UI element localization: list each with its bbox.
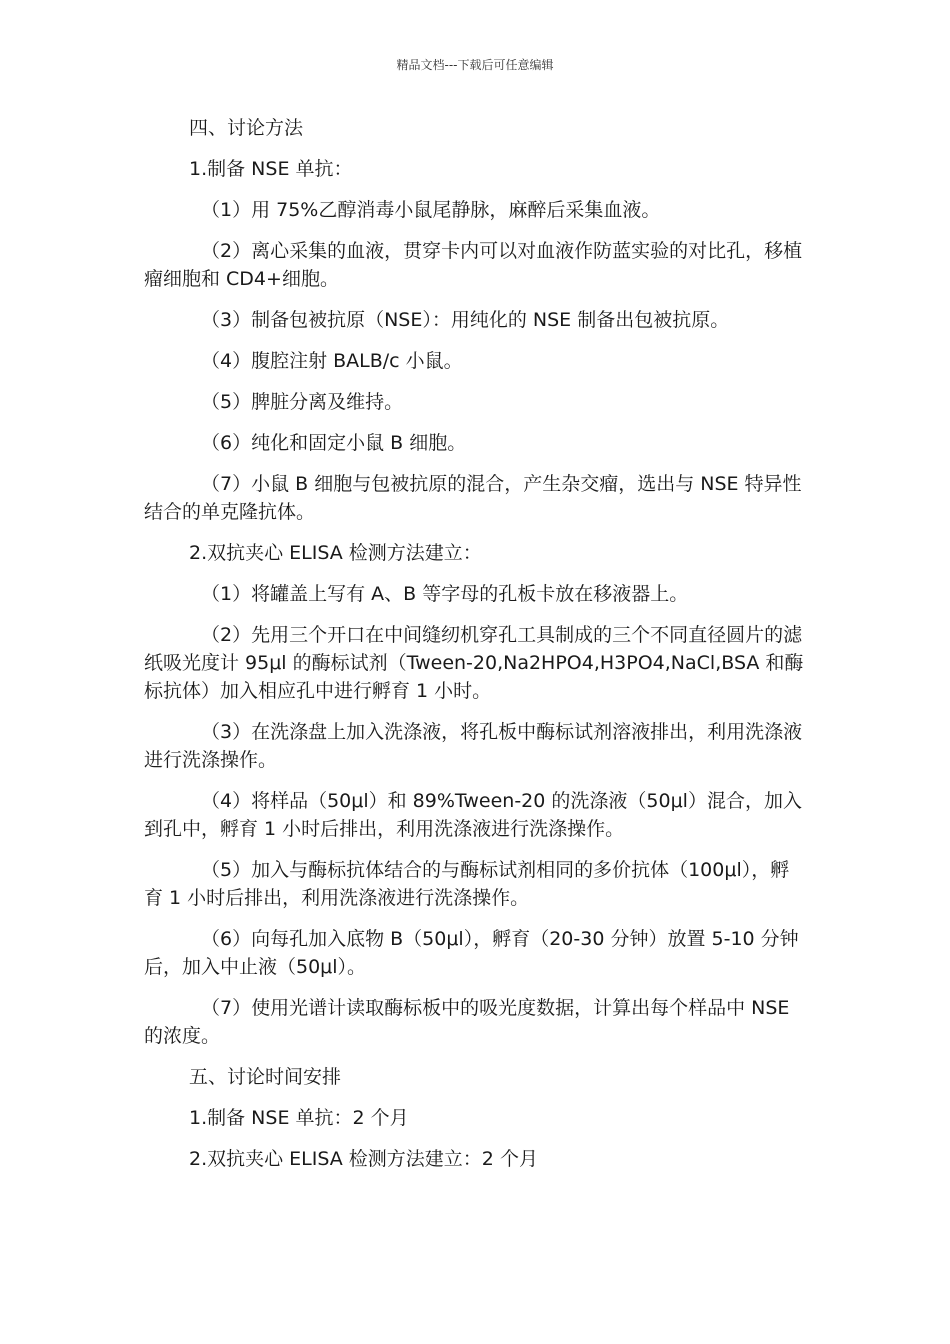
paragraph: （3）制备包被抗原（NSE）：用纯化的 NSE 制备出包被抗原。: [201, 309, 730, 331]
paragraph: （6）纯化和固定小鼠 B 细胞。: [201, 432, 467, 454]
paragraph: （5）脾脏分离及维持。: [201, 391, 404, 413]
paragraph: （4）腹腔注射 BALB/c 小鼠。: [201, 350, 463, 372]
paragraph: （7）使用光谱计读取酶标板中的吸光度数据，计算出每个样品中 NSE 的浓度。: [144, 997, 790, 1047]
subsection-heading: 1.制备 NSE 单抗：: [189, 158, 353, 180]
paragraph: （6）向每孔加入底物 B（50μl），孵育（20-30 分钟）放置 5-10 分钟后，加入中止液（50μl）。: [144, 928, 799, 978]
subsection-heading: 2.双抗夹心 ELISA 检测方法建立：: [189, 542, 482, 564]
paragraph: （2）先用三个开口在中间缝纫机穿孔工具制成的三个不同直径圆片的滤纸吸光度计 95μl 的酶标试剂（Tween-20,Na2HPO4,H3PO4,NaCl,BSA 和酶标抗体）加入相应孔中进行孵育 1 小时。: [144, 624, 804, 702]
paragraph: （1）将罐盖上写有 A、B 等字母的孔板卡放在移液器上。: [201, 583, 689, 605]
paragraph: （5）加入与酶标抗体结合的与酶标试剂相同的多价抗体（100μl），孵育 1 小时后排出，利用洗涤液进行洗涤操作。: [144, 859, 790, 909]
section-heading: 四、讨论方法: [189, 117, 304, 139]
schedule-item: 2.双抗夹心 ELISA 检测方法建立：2 个月: [189, 1148, 538, 1170]
schedule-item: 1.制备 NSE 单抗：2 个月: [189, 1107, 409, 1129]
paragraph: （2）离心采集的血液，贯穿卡内可以对血液作防蓝实验的对比孔，移植瘤细胞和 CD4+细胞。: [144, 240, 803, 290]
page-header: 精品文档---下载后可任意编辑: [396, 58, 554, 72]
paragraph: （7）小鼠 B 细胞与包被抗原的混合，产生杂交瘤，选出与 NSE 特异性结合的单克隆抗体。: [144, 473, 802, 523]
paragraph: （1）用 75%乙醇消毒小鼠尾静脉，麻醉后采集血液。: [201, 199, 661, 221]
document-body: [144, 114, 808, 1186]
section-heading: 五、讨论时间安排: [189, 1066, 342, 1088]
paragraph: （4）将样品（50μl）和 89%Tween-20 的洗涤液（50μl）混合，加入到孔中，孵育 1 小时后排出，利用洗涤液进行洗涤操作。: [144, 790, 802, 840]
paragraph: （3）在洗涤盘上加入洗涤液，将孔板中酶标试剂溶液排出，利用洗涤液进行洗涤操作。: [144, 721, 803, 771]
